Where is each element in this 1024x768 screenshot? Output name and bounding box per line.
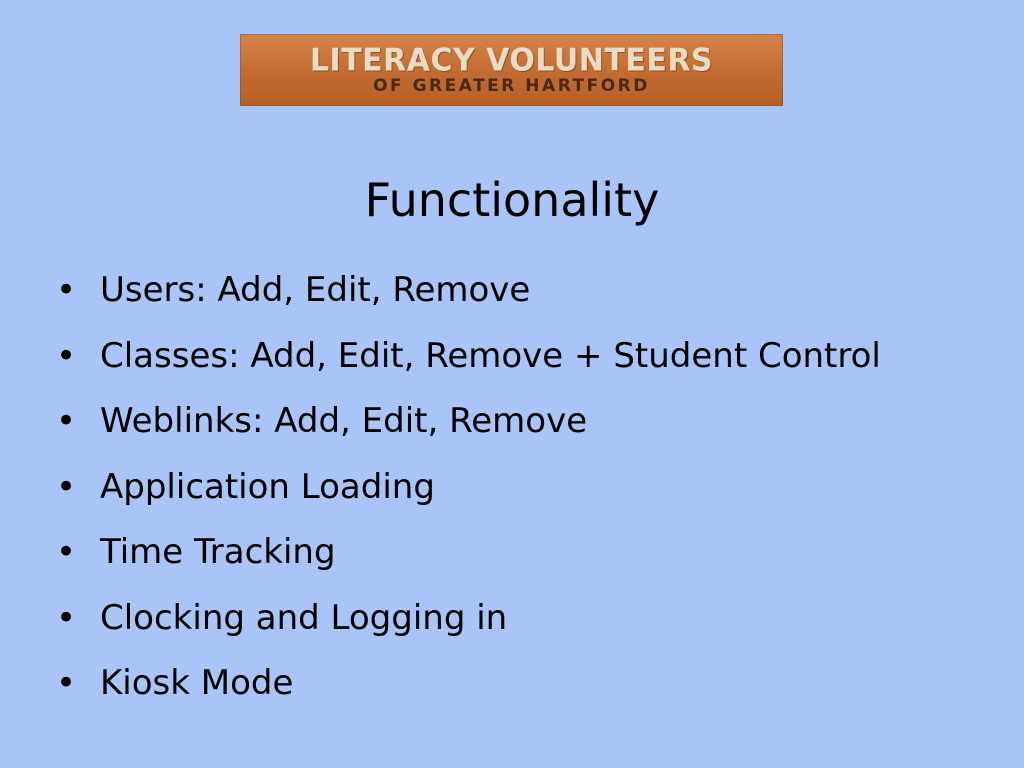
bullet-text: Kiosk Mode [100, 663, 294, 703]
bullet-icon: • [56, 597, 77, 638]
bullet-text: Clocking and Logging in [100, 597, 508, 638]
bullet-item [56, 270, 996, 336]
bullet-icon: • [56, 466, 77, 507]
logo-banner [240, 34, 783, 106]
bullet-item [56, 467, 996, 533]
bullet-item [56, 401, 996, 467]
bullet-text: Time Tracking [100, 532, 336, 572]
bullet-text: Classes: Add, Edit, Remove + Student Control [100, 335, 881, 376]
bullet-icon: • [56, 335, 77, 376]
bullet-icon: • [56, 270, 77, 310]
bullet-list [56, 270, 996, 729]
bullet-item [56, 598, 996, 664]
bullet-item [56, 532, 996, 598]
bullet-text: Application Loading [100, 466, 435, 507]
bullet-text: Weblinks: Add, Edit, Remove [100, 401, 588, 441]
slide-title: Functionality [364, 173, 660, 227]
bullet-icon: • [56, 532, 77, 572]
bullet-icon: • [56, 663, 77, 703]
logo-title: LITERACY VOLUNTEERS [309, 41, 714, 79]
logo-subtitle: OF GREATER HARTFORD [373, 75, 650, 96]
bullet-item [56, 336, 996, 402]
bullet-text: Users: Add, Edit, Remove [100, 270, 531, 310]
bullet-icon: • [56, 401, 77, 441]
bullet-item [56, 663, 996, 729]
